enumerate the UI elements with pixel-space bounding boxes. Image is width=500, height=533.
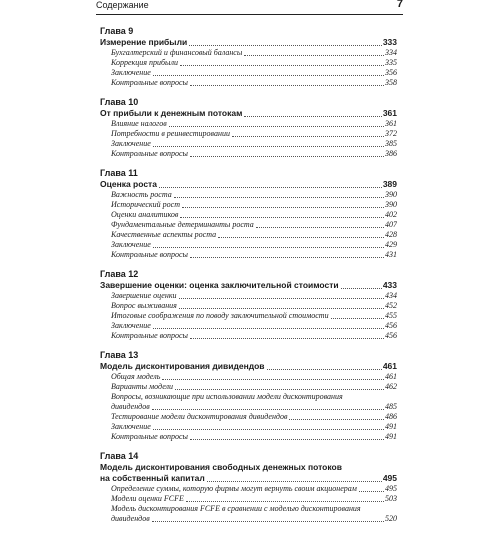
chapter-title-entry[interactable] — [100, 361, 397, 372]
entry-page: 503 — [385, 494, 397, 503]
entry-page: 461 — [385, 372, 397, 381]
entry-title: Тестирование модели дисконтирования дивидендов — [111, 412, 288, 421]
entry-page: 356 — [385, 68, 397, 77]
leader-dots — [153, 328, 384, 329]
leader-dots — [189, 45, 382, 46]
leader-dots — [153, 146, 384, 147]
toc-entry[interactable] — [100, 372, 397, 382]
chapter-9 — [100, 26, 397, 88]
entry-page: 361 — [385, 119, 397, 128]
entry-title: Бухгалтерский и финансовый балансы — [111, 48, 243, 57]
leader-dots — [179, 298, 384, 299]
leader-dots — [169, 126, 384, 127]
entry-title: Фундаментальные детерминанты роста — [111, 220, 254, 229]
leader-dots — [190, 85, 384, 86]
toc-entry[interactable] — [100, 220, 397, 230]
toc-entry[interactable] — [100, 78, 397, 88]
toc-entry[interactable] — [100, 311, 397, 321]
chapter-label: Глава 10 — [100, 97, 139, 107]
chapter-label: Глава 9 — [100, 26, 134, 36]
entry-title: Влияние налогов — [111, 119, 167, 128]
leader-dots — [152, 521, 384, 522]
running-header-title: Содержание — [96, 0, 149, 10]
entry-page: 495 — [385, 484, 397, 493]
entry-page: 456 — [385, 321, 397, 330]
toc-entry[interactable] — [100, 432, 397, 442]
chapter-11 — [100, 168, 397, 260]
entry-title: Завершение оценки: оценка заключительной стоимости — [100, 280, 339, 290]
entry-title: Качественные аспекты роста — [111, 230, 217, 239]
entry-page: 462 — [385, 382, 397, 391]
entry-title: Общая модель — [111, 372, 161, 381]
toc-entry[interactable] — [100, 291, 397, 301]
entry-title: Контрольные вопросы — [111, 78, 188, 87]
entry-page: 461 — [382, 361, 397, 371]
toc-entry[interactable] — [100, 230, 397, 240]
leader-dots — [186, 501, 384, 502]
toc-entry[interactable] — [100, 402, 397, 412]
entry-page: 520 — [385, 514, 397, 523]
toc-entry[interactable] — [100, 48, 397, 58]
leader-dots — [180, 217, 384, 218]
entry-title: Заключение — [111, 139, 151, 148]
entry-title: Итоговые соображения по поводу заключительной стоимости — [111, 311, 329, 320]
leader-dots — [190, 257, 384, 258]
entry-page: 434 — [385, 291, 397, 300]
toc-entry[interactable] — [100, 321, 397, 331]
entry-page: 491 — [385, 432, 397, 441]
entry-page: 335 — [385, 58, 397, 67]
toc-entry[interactable] — [100, 382, 397, 392]
entry-title: Контрольные вопросы — [111, 149, 188, 158]
entry-title: Контрольные вопросы — [111, 432, 188, 441]
entry-title: Измерение прибыли — [100, 37, 188, 47]
entry-title: Вопрос выживания — [111, 301, 177, 310]
leader-dots — [207, 481, 382, 482]
leader-dots — [153, 429, 384, 430]
chapter-title-entry[interactable] — [100, 179, 397, 190]
leader-dots — [267, 369, 382, 370]
toc-entry[interactable] — [100, 68, 397, 78]
entry-page: 485 — [385, 402, 397, 411]
toc-entry[interactable] — [100, 190, 397, 200]
chapter-14 — [100, 451, 397, 524]
leader-dots — [232, 136, 384, 137]
chapter-title-entry[interactable] — [100, 473, 397, 484]
entry-title: Коррекция прибыли — [111, 58, 178, 67]
toc-entry-wrapped-line[interactable]: Вопросы, возникающие при использовании модели дисконтирования — [111, 392, 343, 401]
leader-dots — [190, 338, 384, 339]
chapter-title-entry[interactable] — [100, 280, 397, 291]
chapter-title-wrapped-line[interactable]: Модель дисконтирования свободных денежных потоков — [100, 462, 342, 472]
entry-title: Модели оценки FCFE — [111, 494, 184, 503]
entry-title: Варианты модели — [111, 382, 174, 391]
toc-entry[interactable] — [100, 200, 397, 210]
entry-title: Контрольные вопросы — [111, 250, 188, 259]
entry-page: 372 — [385, 129, 397, 138]
leader-dots — [218, 237, 384, 238]
toc-entry[interactable] — [100, 129, 397, 139]
entry-page: 452 — [385, 301, 397, 310]
toc-entry[interactable] — [100, 494, 397, 504]
entry-title: дивидендов — [111, 402, 150, 411]
entry-title: Заключение — [111, 240, 151, 249]
leader-dots — [256, 227, 384, 228]
leader-dots — [159, 187, 382, 188]
entry-page: 428 — [385, 230, 397, 239]
toc-entry[interactable] — [100, 422, 397, 432]
leader-dots — [153, 247, 384, 248]
entry-title: Оценка роста — [100, 179, 157, 189]
toc-entry[interactable] — [100, 412, 397, 422]
toc-entry-wrapped-line[interactable]: Модель дисконтирования FCFE в сравнении с моделью дисконтирования — [111, 504, 361, 513]
leader-dots — [190, 156, 384, 157]
entry-page: 390 — [385, 190, 397, 199]
entry-title: Важность роста — [111, 190, 172, 199]
toc-entry[interactable] — [100, 514, 397, 524]
entry-page: 429 — [385, 240, 397, 249]
toc-entry[interactable] — [100, 149, 397, 159]
entry-title: Завершение оценки — [111, 291, 177, 300]
leader-dots — [175, 389, 384, 390]
leader-dots — [331, 318, 384, 319]
entry-title: на собственный капитал — [100, 473, 205, 483]
page-number: 7 — [396, 0, 403, 10]
entry-page: 495 — [382, 473, 397, 483]
entry-title: Модель дисконтирования дивидендов — [100, 361, 265, 371]
entry-page: 433 — [382, 280, 397, 290]
leader-dots — [153, 75, 384, 76]
running-header — [96, 0, 403, 15]
leader-dots — [179, 308, 384, 309]
entry-page: 402 — [385, 210, 397, 219]
entry-title: Исторический рост — [111, 200, 180, 209]
toc-entry[interactable] — [100, 301, 397, 311]
entry-title: Оценки аналитиков — [111, 210, 179, 219]
toc-entry[interactable] — [100, 331, 397, 341]
entry-title: Определение суммы, которую фирмы могут вернуть своим акционерам — [111, 484, 357, 493]
entry-title: Контрольные вопросы — [111, 331, 188, 340]
entry-title: От прибыли к денежным потокам — [100, 108, 243, 118]
entry-title: Потребности в реинвестировании — [111, 129, 230, 138]
entry-title: Заключение — [111, 68, 151, 77]
leader-dots — [289, 419, 384, 420]
entry-title: Заключение — [111, 422, 151, 431]
leader-dots — [359, 491, 384, 492]
entry-page: 361 — [382, 108, 397, 118]
leader-dots — [182, 207, 384, 208]
entry-page: 333 — [382, 37, 397, 47]
entry-title: дивидендов — [111, 514, 150, 523]
leader-dots — [244, 116, 381, 117]
chapter-title-entry[interactable] — [100, 108, 397, 119]
leader-dots — [162, 379, 384, 380]
entry-page: 486 — [385, 412, 397, 421]
toc-entry[interactable] — [100, 210, 397, 220]
chapter-13 — [100, 350, 397, 442]
entry-page: 334 — [385, 48, 397, 57]
toc-entry[interactable] — [100, 250, 397, 260]
leader-dots — [244, 55, 384, 56]
chapter-label: Глава 12 — [100, 269, 139, 279]
entry-page: 390 — [385, 200, 397, 209]
leader-dots — [180, 65, 384, 66]
entry-page: 385 — [385, 139, 397, 148]
toc-entry[interactable] — [100, 484, 397, 494]
entry-page: 389 — [382, 179, 397, 189]
toc-entry[interactable] — [100, 58, 397, 68]
chapter-12 — [100, 269, 397, 341]
entry-page: 455 — [385, 311, 397, 320]
chapter-label: Глава 13 — [100, 350, 139, 360]
leader-dots — [174, 197, 384, 198]
chapter-10 — [100, 97, 397, 159]
entry-page: 407 — [385, 220, 397, 229]
chapter-label: Глава 14 — [100, 451, 139, 461]
entry-page: 386 — [385, 149, 397, 158]
leader-dots — [190, 439, 384, 440]
entry-page: 431 — [385, 250, 397, 259]
entry-page: 456 — [385, 331, 397, 340]
entry-page: 358 — [385, 78, 397, 87]
chapter-label: Глава 11 — [100, 168, 138, 178]
toc-entry[interactable] — [100, 240, 397, 250]
table-of-contents — [100, 26, 397, 533]
toc-entry[interactable] — [100, 139, 397, 149]
entry-title: Заключение — [111, 321, 151, 330]
leader-dots — [152, 409, 384, 410]
leader-dots — [341, 288, 382, 289]
toc-entry[interactable] — [100, 119, 397, 129]
entry-page: 491 — [385, 422, 397, 431]
chapter-title-entry[interactable] — [100, 37, 397, 48]
